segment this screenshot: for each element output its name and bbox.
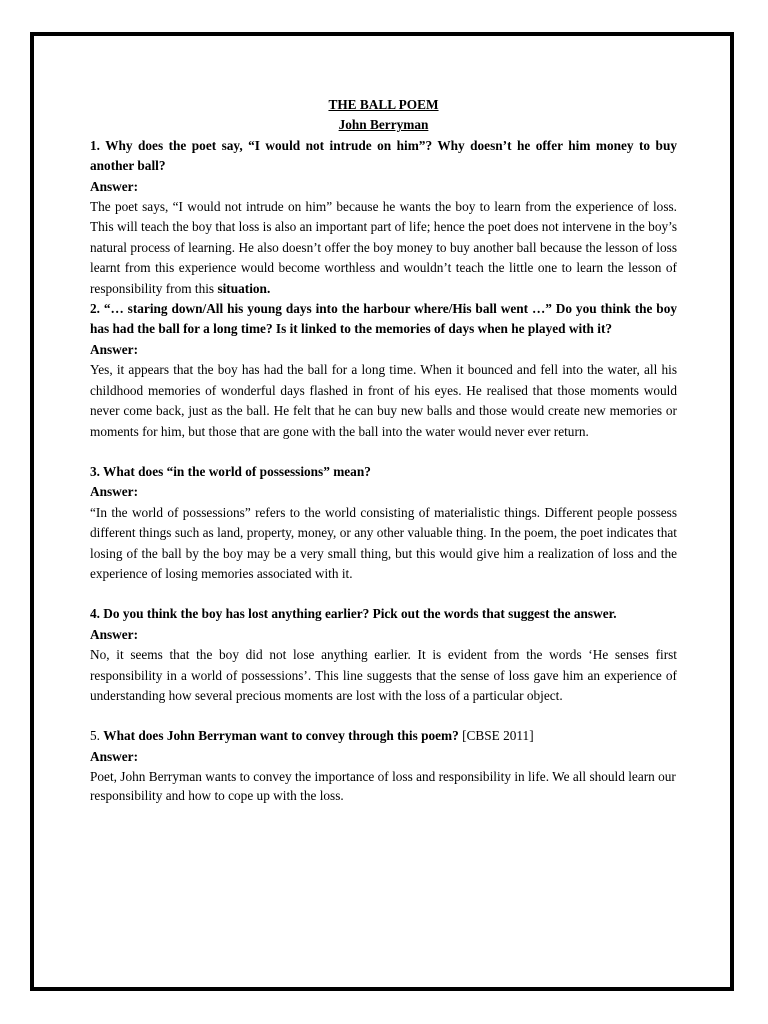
answer-4: No, it seems that the boy did not lose anything earlier. It is evident from the words ‘He senses first responsibility in a world of possessions’. This line suggests that the sense of loss gave him an experience of understanding how several precious moments are lost with the loss of a particular object. [90,647,677,703]
question-3: 3. What does “in the world of possessions” mean? [90,463,371,479]
answer-1 [90,197,677,299]
spacer [90,442,677,462]
answer-label-1: Answer: [90,178,139,194]
answer-3: “In the world of possessions” refers to the world consisting of materialistic things. Different people possess different things such as land, property, money, or any other valuable thing. In the poem, the poet indicates that losing of the ball by the boy may be a very small thing, but this would give him a realization of loss and the experience of losing memories associated with it. [90,504,677,581]
answer-5: Poet, John Berryman wants to convey the importance of loss and responsibility in life. We all should learn our responsibility and how to cope up with the loss. [90,769,676,804]
question-5-text: What does John Berryman want to convey through this poem? [103,728,459,744]
answer-1-tail: situation. [217,280,271,296]
answer-label-2: Answer: [90,341,139,357]
question-2: 2. “… staring down/All his young days into the harbour where/His ball went …” Do you think the boy has had the ball for a long time? Is it linked to the memories of days when he played with it? [90,301,677,337]
answer-label-5: Answer: [90,748,139,764]
answer-2: Yes, it appears that the boy has had the ball for a long time. When it bounced and fell into the water, all his childhood memories of wonderful days flashed in front of his eyes. He realised that those moments would never come back, just as the ball. He felt that he can buy new balls and those would create new memories or moments for him, but those that are gone with the ball into the water would never ever return. [90,362,677,439]
answer-label-3: Answer: [90,484,139,500]
question-1: 1. Why does the poet say, “I would not intrude on him”? Why doesn’t he offer him money to buy another ball? [90,137,677,174]
spacer [90,584,677,604]
document-body [90,95,677,805]
question-5-number: 5. [90,728,104,744]
question-5 [90,726,677,746]
question-5-suffix: [CBSE 2011] [458,728,534,744]
document-title: THE BALL POEM [328,97,439,112]
answer-label-4: Answer: [90,626,139,642]
answer-1-text: The poet says, “I would not intrude on him” because he wants the boy to learn from the experience of loss. This will teach the boy that loss is also an important part of life; hence the poet does not intervene in the boy’s natural process of learning. He also doesn’t offer the boy money to buy another ball because the lesson of loss learnt from this experience would become worthless and wouldn’t teach the little one to learn the lesson of responsibility from this [90,199,677,296]
spacer [90,706,677,726]
question-4: 4. Do you think the boy has lost anything earlier? Pick out the words that suggest the answer. [90,606,617,622]
document-author: John Berryman [338,117,429,133]
